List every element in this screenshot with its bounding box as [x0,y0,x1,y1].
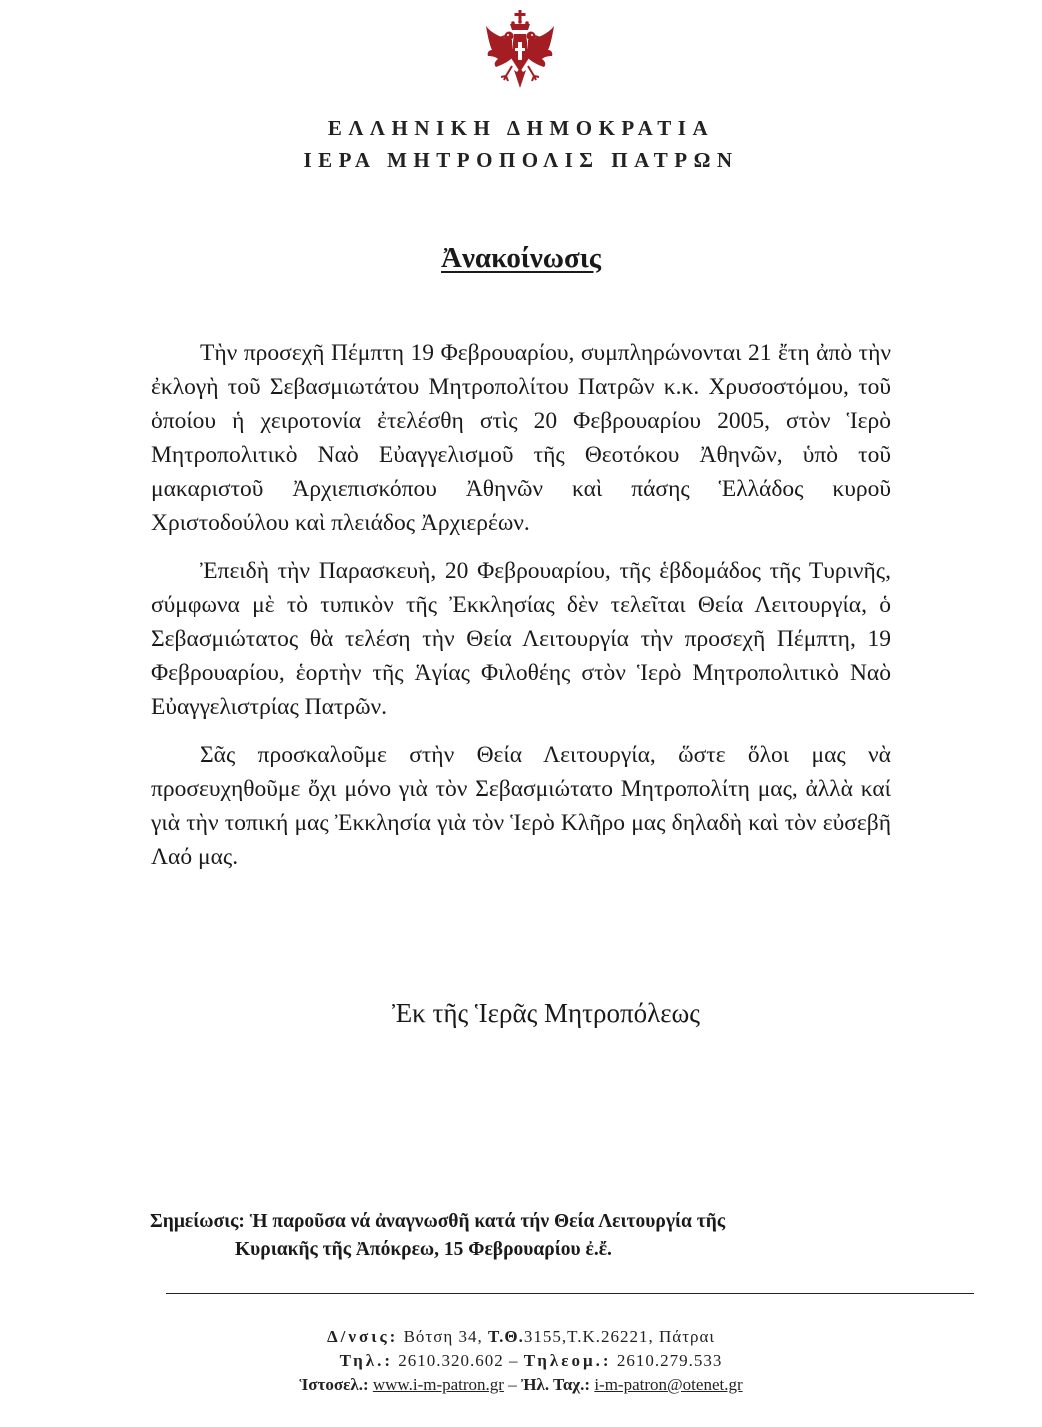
paragraph-3: Σᾶς προσκαλοῦμε στὴν Θεία Λειτουργία, ὥστε ὅλοι μας νὰ προσευχηθοῦμε ὄχι μόνο γιὰ τὸν Σεβασμιώτατο Μητροπολίτη μας, ἀλλὰ καί γιὰ τὴν τοπική μας Ἐκκλησία γιὰ τὸν Ἱερὸ Κλῆρο μας δηλαδὴ καὶ τὸν εὐσεβῆ Λαό μας. [151,742,891,870]
website-link[interactable]: www.i-m-patron.gr [372,1375,504,1394]
footer-address-line [0,1325,1042,1349]
footer-contact-line [0,1373,1042,1397]
website-label: Ἱστοσελ.: [299,1375,369,1394]
header-metropolis-line: ΙΕΡΑ ΜΗΤΡΟΠΟΛΙΣ ΠΑΤΡΩΝ [303,148,739,172]
page-title: Ἀνακοίνωσις [441,242,601,274]
footer-phone-line [0,1349,1042,1373]
phone-value: 2610.320.602 [398,1351,504,1370]
signature: Ἐκ τῆς Ἱερᾶς Μητροπόλεως [391,998,701,1028]
email-label: Ἠλ. Ταχ.: [520,1375,591,1394]
header-country-line: ΕΛΛΗΝΙΚΗ ΔΗΜΟΚΡΑΤΙΑ [327,116,715,140]
separator: – [508,1375,517,1394]
fax-value: 2610.279.533 [616,1351,723,1370]
address-value: Βότση 34, [403,1327,483,1346]
note-line-2: Κυριακῆς τῆς Ἀπόκρεω, 15 Φεβρουαρίου ἐ.ἔ. [235,1239,612,1260]
paragraph-2: Ἐπειδὴ τὴν Παρασκευὴ, 20 Φεβρουαρίου, τῆς ἑβδομάδος τῆς Τυρινῆς, σύμφωνα μὲ τὸ τυπικὸν τῆς Ἐκκλησίας δὲν τελεῖται Θεία Λειτουργία, ὁ Σεβασμιώτατος θὰ τελέση τὴν Θεία Λειτουργία τὴν προσεχῆ Πέμπτη, 19 Φεβρουαρίου, ἑορτὴν τῆς Ἁγίας Φιλοθέης στὸν Ἱερὸ Μητροπολιτικὸ Ναὸ Εὐαγγελιστρίας Πατρῶν. [151,558,891,720]
note [150,1208,895,1264]
email-link[interactable]: i-m-patron@otenet.gr [594,1375,743,1394]
note-line-1: Σημείωσις: Ἡ παροῦσα νά ἀναγνωσθῆ κατά τήν Θεία Λειτουργία τῆς [150,1211,726,1232]
fax-label: Τηλεομ.: [523,1351,612,1370]
separator: – [509,1351,519,1370]
announcement-body [151,336,891,888]
footer-divider [166,1293,974,1294]
po-box-label: Τ.Θ. [488,1327,524,1346]
paragraph-1: Τὴν προσεχῆ Πέμπτη 19 Φεβρουαρίου, συμπληρώνονται 21 ἔτη ἀπὸ τὴν ἐκλογὴ τοῦ Σεβασμιωτάτου Μητροπολίτου Πατρῶν κ.κ. Χρυσοστόμου, τοῦ ὁποίου ἡ χειροτονία ἐτελέσθη στὶς 20 Φεβρουαρίου 2005, στὸν Ἱερὸ Μητροπολιτικὸ Ναὸ Εὐαγγελισμοῦ τῆς Θεοτόκου Ἀθηνῶν, ὑπὸ τοῦ μακαριστοῦ Ἀρχιεπισκόπου Ἀθηνῶν καὶ πάσης Ἑλλάδος κυροῦ Χριστοδούλου καὶ πλειάδος Ἀρχιερέων. [151,340,891,536]
address-label: Δ/νσις: [326,1327,399,1346]
byzantine-double-headed-eagle-icon [484,10,556,96]
phone-label: Τηλ.: [339,1351,394,1370]
po-box-value: 3155,Τ.Κ.26221, Πάτραι [523,1327,715,1346]
